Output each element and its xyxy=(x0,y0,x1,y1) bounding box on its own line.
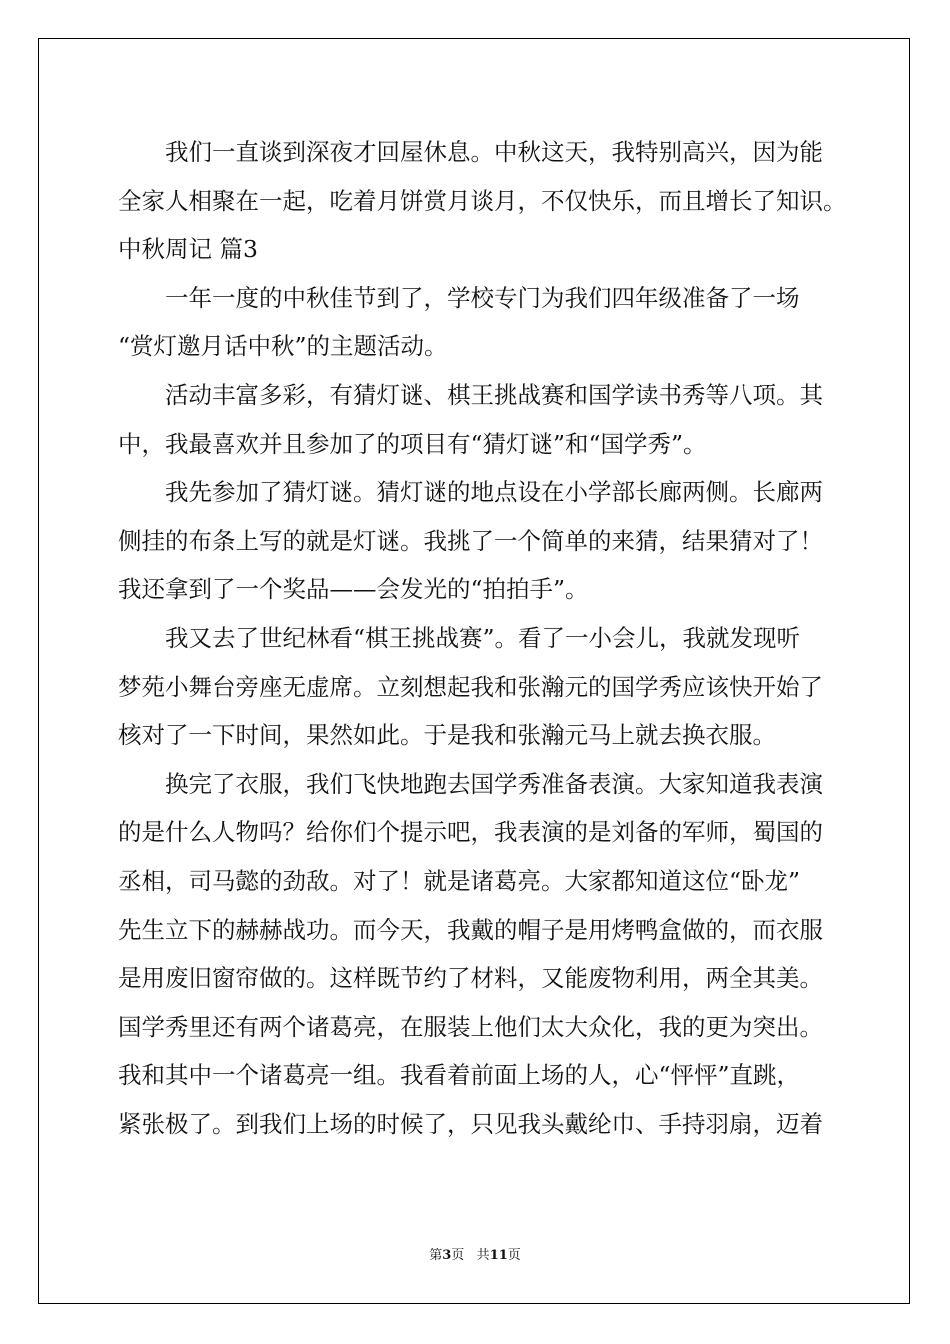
text-line: 中秋周记 篇3 xyxy=(118,235,258,264)
document-body xyxy=(118,128,847,1148)
text-line: 紧张极了。到我们上场的时候了，只见我头戴纶巾、手持羽扇，迈着 xyxy=(118,1109,823,1138)
text-line: 我们一直谈到深夜才回屋休息。中秋这天，我特别高兴，因为能 xyxy=(165,138,823,166)
text-line: 丞相，司马懿的劲敌。对了！就是诸葛亮。大家都知道这位“卧龙” xyxy=(118,866,801,895)
footer-page-suffix: 页 xyxy=(451,1248,465,1263)
footer-total-prefix: 共 xyxy=(476,1248,490,1263)
text-line: 先生立下的赫赫战功。而今天，我戴的帽子是用烤鸭盒做的，而衣服 xyxy=(118,915,823,944)
page-footer xyxy=(0,1244,950,1263)
text-line: 全家人相聚在一起，吃着月饼赏月谈月，不仅快乐，而且增长了知识。 xyxy=(118,186,847,215)
footer-total-suffix: 页 xyxy=(507,1248,521,1263)
text-line: 侧挂的布条上写的就是灯谜。我挑了一个简单的来猜，结果猜对了！ xyxy=(118,526,823,555)
footer-prefix: 第 xyxy=(429,1248,443,1263)
footer-page-number: 3 xyxy=(442,1248,452,1263)
text-line: 换完了衣服，我们飞快地跑去国学秀准备表演。大家知道我表演 xyxy=(165,769,823,798)
text-line: 中，我最喜欢并且参加了的项目有“猜灯谜”和“国学秀”。 xyxy=(118,429,707,458)
text-line: 我先参加了猜灯谜。猜灯谜的地点设在小学部长廊两侧。长廊两 xyxy=(165,478,823,507)
text-line: 我和其中一个诸葛亮一组。我看着前面上场的人，心“怦怦”直跳， xyxy=(118,1061,801,1090)
text-line: 我又去了世纪林看“棋王挑战赛”。看了一小会儿，我就发现听 xyxy=(165,623,801,652)
text-line: 一年一度的中秋佳节到了，学校专门为我们四年级准备了一场 xyxy=(165,283,800,312)
text-line: 我还拿到了一个奖品——会发光的“拍拍手”。 xyxy=(118,575,589,604)
text-line: 是用废旧窗帘做的。这样既节约了材料，又能废物利用，两全其美。 xyxy=(118,964,823,993)
text-line: “赏灯邀月话中秋”的主题活动。 xyxy=(118,332,448,361)
text-line: 的是什么人物吗？给你们个提示吧，我表演的是刘备的军师，蜀国的 xyxy=(118,818,823,847)
text-line: 活动丰富多彩，有猜灯谜、棋王挑战赛和国学读书秀等八项。其 xyxy=(165,380,823,409)
footer-total-pages: 11 xyxy=(489,1248,508,1263)
text-line: 核对了一下时间，果然如此。于是我和张瀚元马上就去换衣服。 xyxy=(118,721,776,750)
text-line: 国学秀里还有两个诸葛亮，在服装上他们太大众化，我的更为突出。 xyxy=(118,1012,823,1041)
text-line: 梦苑小舞台旁座无虚席。立刻想起我和张瀚元的国学秀应该快开始了 xyxy=(118,672,823,701)
